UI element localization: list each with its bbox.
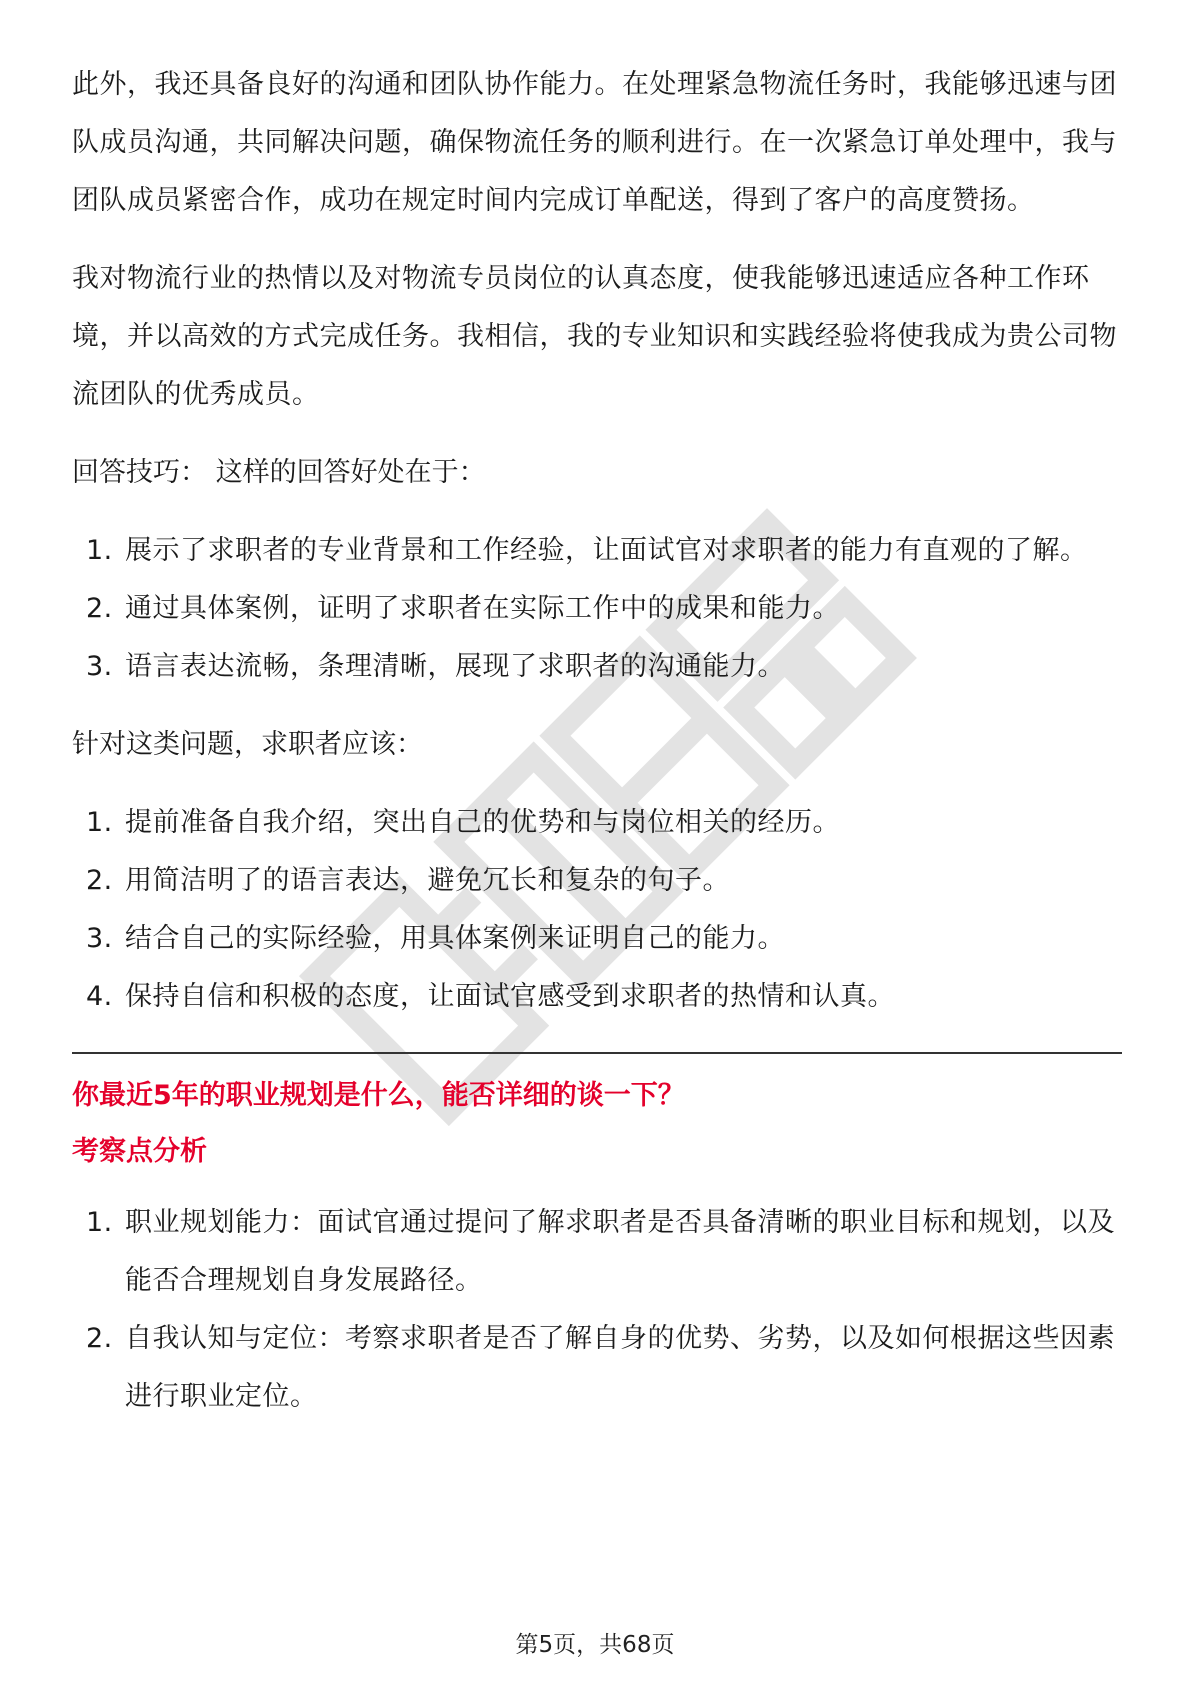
advice-heading: 针对这类问题，求职者应该： bbox=[72, 729, 423, 760]
list-number: 3. bbox=[86, 923, 113, 954]
list-text: 职业规划能力：面试官通过提问了解求职者是否具备清晰的职业目标和规划，以及能否合理规划自身发展路径。 bbox=[125, 1207, 1115, 1296]
list-item bbox=[72, 910, 1122, 968]
list-number: 4. bbox=[86, 981, 113, 1012]
list-text: 保持自信和积极的态度，让面试官感受到求职者的热情和认真。 bbox=[125, 981, 895, 1012]
list-number: 2. bbox=[86, 865, 113, 896]
list-item bbox=[72, 638, 1122, 696]
paragraph-passion: 我对物流行业的热情以及对物流专员岗位的认真态度，使我能够迅速适应各种工作环境，并以高效的方式完成任务。我相信，我的专业知识和实践经验将使我成为贵公司物流团队的优秀成员。 bbox=[72, 263, 1117, 410]
list-item bbox=[72, 852, 1122, 910]
list-item bbox=[72, 522, 1122, 580]
list-item bbox=[72, 580, 1122, 638]
analysis-list bbox=[72, 1194, 1122, 1426]
list-text: 结合自己的实际经验，用具体案例来证明自己的能力。 bbox=[125, 923, 785, 954]
tips-list bbox=[72, 522, 1122, 696]
advice-list bbox=[72, 794, 1122, 1026]
list-text: 通过具体案例，证明了求职者在实际工作中的成果和能力。 bbox=[125, 593, 840, 624]
list-number: 2. bbox=[86, 1323, 113, 1354]
list-text: 提前准备自我介绍，突出自己的优势和与岗位相关的经历。 bbox=[125, 807, 840, 838]
list-text: 自我认知与定位：考察求职者是否了解自身的优势、劣势，以及如何根据这些因素进行职业定位。 bbox=[125, 1323, 1115, 1412]
list-item bbox=[72, 968, 1122, 1026]
tips-heading: 回答技巧： 这样的回答好处在于： bbox=[72, 457, 486, 488]
list-item bbox=[72, 1310, 1122, 1426]
list-text: 用简洁明了的语言表达，避免冗长和复杂的句子。 bbox=[125, 865, 730, 896]
list-item bbox=[72, 1194, 1122, 1310]
list-number: 1. bbox=[86, 535, 113, 566]
list-text: 语言表达流畅，条理清晰，展现了求职者的沟通能力。 bbox=[125, 651, 785, 682]
question-title: 你最近5年的职业规划是什么，能否详细的谈一下？ bbox=[72, 1080, 685, 1111]
list-number: 1. bbox=[86, 1207, 113, 1238]
paragraph-teamwork: 此外，我还具备良好的沟通和团队协作能力。在处理紧急物流任务时，我能够迅速与团队成员沟通，共同解决问题，确保物流任务的顺利进行。在一次紧急订单处理中，我与团队成员紧密合作，成功在规定时间内完成订单配送，得到了客户的高度赞扬。 bbox=[72, 69, 1117, 216]
list-number: 2. bbox=[86, 593, 113, 624]
list-number: 3. bbox=[86, 651, 113, 682]
list-text: 展示了求职者的专业背景和工作经验，让面试官对求职者的能力有直观的了解。 bbox=[125, 535, 1088, 566]
analysis-heading: 考察点分析 bbox=[72, 1136, 207, 1167]
list-number: 1. bbox=[86, 807, 113, 838]
content-area bbox=[72, 56, 1122, 1446]
section-divider bbox=[72, 1052, 1122, 1054]
page-footer: 第5页，共68页 bbox=[515, 1632, 675, 1658]
list-item bbox=[72, 794, 1122, 852]
